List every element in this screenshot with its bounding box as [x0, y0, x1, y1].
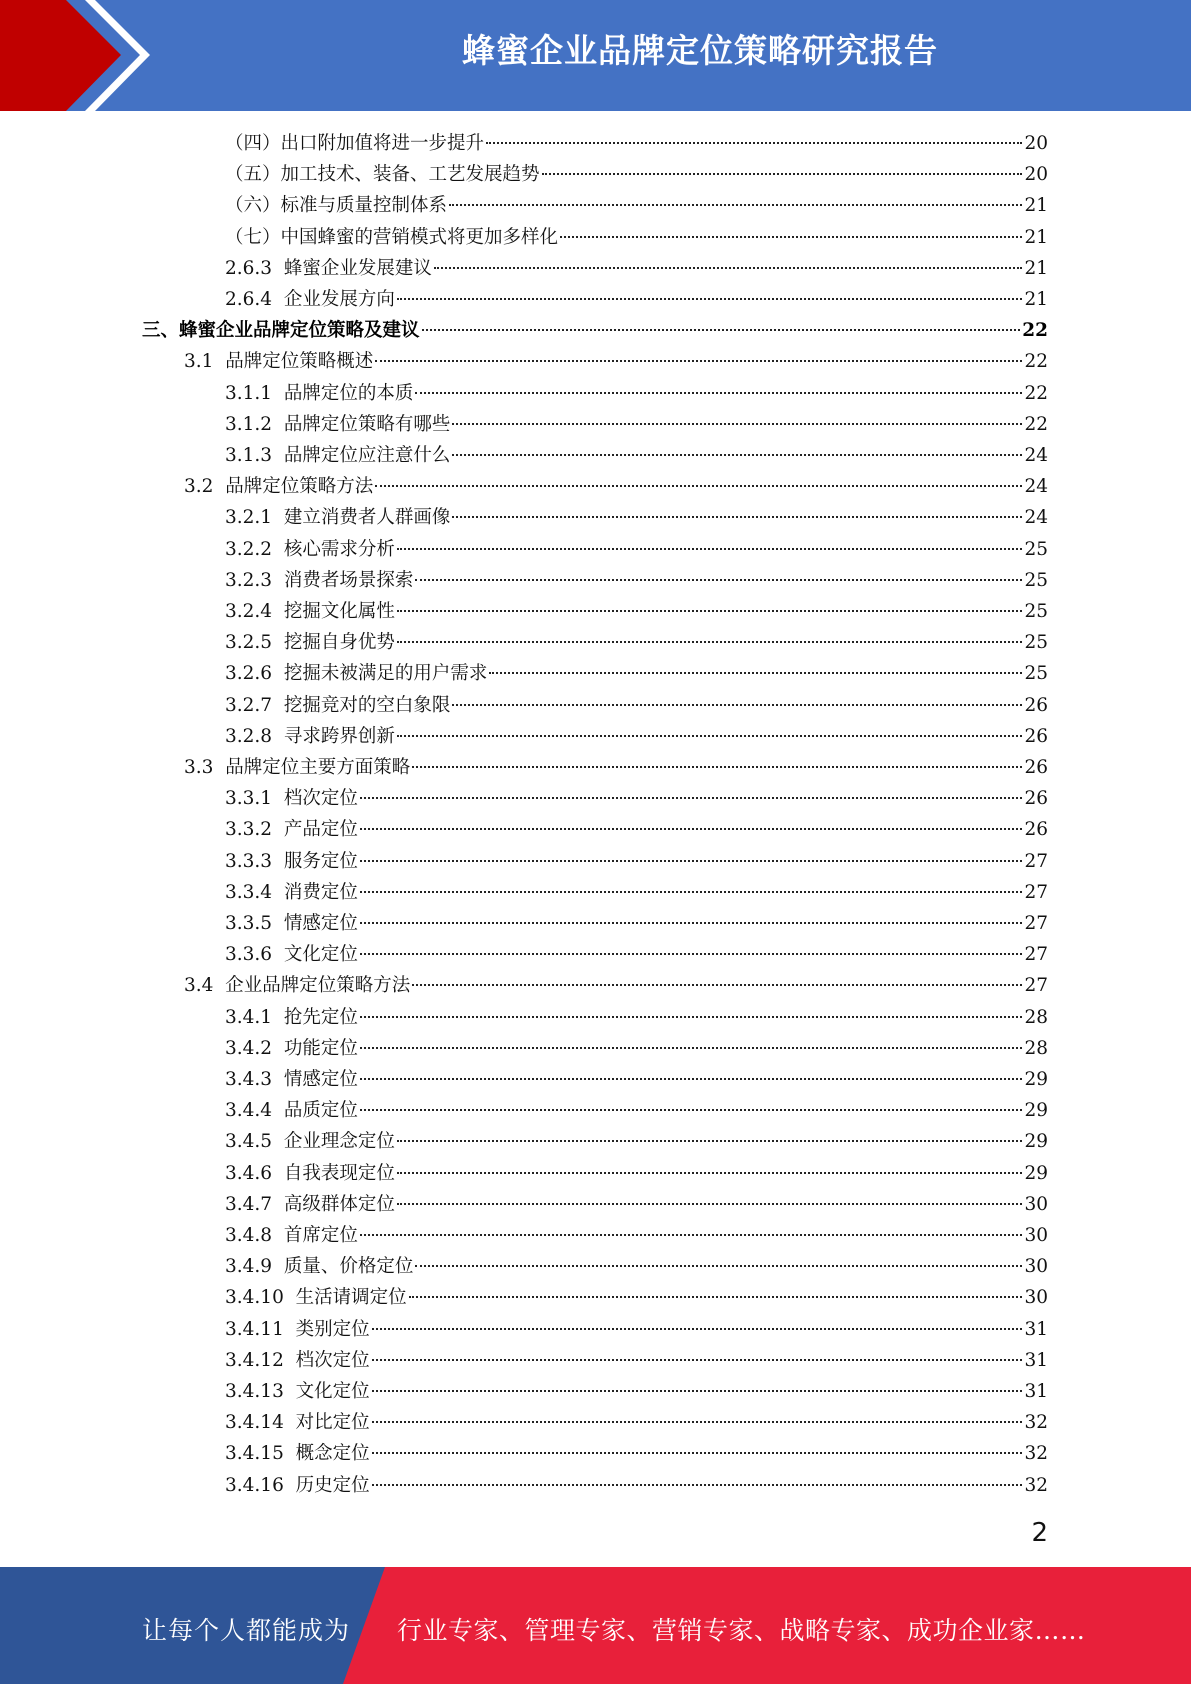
toc-dot-leader — [415, 392, 1022, 394]
toc-entry-number: （六） — [225, 195, 281, 217]
toc-dot-leader — [397, 641, 1023, 643]
toc-entry-page: 32 — [1024, 1474, 1048, 1496]
toc-entry-number: （四） — [225, 133, 281, 154]
toc-entry[interactable] — [225, 378, 1048, 409]
toc-entry[interactable] — [225, 284, 1048, 315]
toc-entry-title: 品牌定位策略有哪些 — [283, 413, 451, 435]
toc-entry[interactable] — [225, 440, 1048, 471]
toc-entry-title: 质量、价格定位 — [283, 1256, 414, 1278]
toc-entry-page: 25 — [1024, 663, 1048, 685]
toc-dot-leader — [486, 142, 1022, 144]
toc-entry[interactable] — [225, 565, 1048, 596]
toc-entry-title: 品牌定位主要方面策略 — [225, 757, 411, 778]
toc-entry[interactable] — [225, 658, 1048, 689]
toc-entry-number: 3.2.8 — [225, 725, 284, 747]
toc-entry-title: 消费者场景探索 — [283, 569, 414, 591]
toc-entry-title: 寻求跨界创新 — [283, 725, 395, 747]
toc-entry-page: 21 — [1024, 289, 1048, 310]
toc-dot-leader — [452, 423, 1022, 425]
toc-entry[interactable] — [225, 596, 1048, 627]
toc-entry[interactable] — [225, 1033, 1048, 1064]
toc-entry-number: 3.4.15 — [225, 1443, 296, 1465]
toc-entry-title: 高级群体定位 — [283, 1193, 395, 1215]
toc-entry-number: 3.3.6 — [225, 944, 284, 966]
toc-dot-leader — [360, 891, 1023, 893]
toc-entry-number: 3.4.10 — [225, 1287, 296, 1309]
toc-entry-page: 26 — [1024, 788, 1048, 810]
toc-dot-leader — [415, 579, 1022, 581]
toc-dot-leader — [372, 1452, 1023, 1454]
toc-entry-number: 3.3.5 — [225, 913, 284, 934]
toc-dot-leader — [452, 704, 1022, 706]
toc-dot-leader — [360, 1047, 1023, 1049]
toc-entry-number: 3.4.16 — [225, 1474, 296, 1496]
toc-entry-number: 3.4.6 — [225, 1162, 284, 1184]
toc-entry[interactable] — [225, 627, 1048, 658]
toc-dot-leader — [397, 735, 1023, 737]
toc-entry[interactable] — [184, 970, 1048, 1001]
toc-dot-leader — [397, 548, 1023, 550]
toc-entry-title: 品牌定位的本质 — [283, 382, 414, 404]
toc-entry-title: 品牌定位应注意什么 — [283, 445, 451, 466]
toc-entry-title: 企业品牌定位策略方法 — [225, 975, 411, 997]
toc-entry-number: 3.2.1 — [225, 507, 284, 529]
toc-entry-number: 3.2.6 — [225, 663, 284, 685]
toc-entry-page: 21 — [1024, 195, 1048, 217]
toc-entry-page: 27 — [1024, 944, 1048, 966]
toc-entry-page: 25 — [1024, 632, 1048, 654]
toc-entry[interactable] — [225, 1282, 1048, 1313]
toc-entry-title: 加工技术、装备、工艺发展趋势 — [280, 164, 540, 186]
toc-entry-title: 档次定位 — [295, 1349, 370, 1371]
toc-entry-page: 21 — [1024, 226, 1048, 248]
toc-dot-leader — [372, 1421, 1023, 1423]
toc-entry-title: 出口附加值将进一步提升 — [280, 133, 485, 154]
toc-dot-leader — [372, 1390, 1023, 1392]
toc-entry-title: 标准与质量控制体系 — [280, 195, 448, 217]
toc-entry-title: 挖掘未被满足的用户需求 — [283, 663, 488, 685]
toc-entry-title: 自我表现定位 — [283, 1162, 395, 1184]
toc-entry-page: 26 — [1024, 757, 1048, 778]
toc-entry-page: 26 — [1024, 694, 1048, 716]
toc-entry-page: 31 — [1024, 1381, 1048, 1402]
toc-entry-page: 22 — [1024, 413, 1048, 435]
toc-dot-leader — [397, 1203, 1023, 1205]
toc-entry-page: 30 — [1024, 1193, 1048, 1215]
toc-entry-title: 挖掘文化属性 — [283, 601, 395, 622]
toc-entry-title: 产品定位 — [283, 819, 358, 841]
toc-dot-leader — [360, 922, 1023, 924]
toc-entry-number: 3.4.7 — [225, 1193, 284, 1215]
toc-entry-number: 3.3 — [184, 757, 226, 778]
toc-dot-leader — [360, 1234, 1023, 1236]
toc-entry-number: 3.4.14 — [225, 1412, 296, 1434]
toc-entry-page: 25 — [1024, 538, 1048, 560]
toc-entry-number: 3.2 — [184, 476, 226, 498]
toc-dot-leader — [360, 1109, 1023, 1111]
toc-dot-leader — [452, 454, 1022, 456]
toc-entry[interactable] — [225, 846, 1048, 877]
toc-entry-title: 中国蜂蜜的营销模式将更加多样化 — [280, 226, 559, 248]
toc-entry[interactable] — [225, 1158, 1048, 1189]
toc-entry[interactable] — [225, 1438, 1048, 1469]
toc-entry-number: 3.1.3 — [225, 445, 284, 466]
toc-entry-title: 历史定位 — [295, 1474, 370, 1496]
toc-dot-leader — [360, 860, 1023, 862]
toc-entry[interactable] — [225, 190, 1048, 221]
toc-entry-page: 26 — [1024, 725, 1048, 747]
toc-entry-number: 3.4 — [184, 975, 226, 997]
toc-entry-number: 3.3.2 — [225, 819, 284, 841]
toc-entry-page: 27 — [1024, 913, 1048, 934]
toc-entry-title: 蜂蜜企业品牌定位策略及建议 — [179, 320, 420, 342]
toc-entry-title: 品质定位 — [283, 1100, 358, 1122]
toc-dot-leader — [360, 828, 1023, 830]
toc-entry-number: 2.6.3 — [225, 257, 284, 279]
toc-entry[interactable] — [225, 409, 1048, 440]
toc-entry-number: 3.4.5 — [225, 1131, 284, 1153]
toc-dot-leader — [409, 1296, 1023, 1298]
toc-entry-title: 企业发展方向 — [283, 289, 395, 310]
toc-entry[interactable] — [184, 346, 1048, 377]
toc-entry-number: 3.2.2 — [225, 538, 284, 560]
toc-entry[interactable] — [225, 1126, 1048, 1157]
toc-entry-page: 22 — [1024, 382, 1048, 404]
toc-dot-leader — [452, 516, 1022, 518]
toc-dot-leader — [489, 672, 1022, 674]
toc-entry-page: 30 — [1024, 1225, 1048, 1246]
toc-entry[interactable] — [184, 752, 1048, 783]
toc-entry-number: 3.4.8 — [225, 1225, 284, 1246]
toc-entry-page: 27 — [1024, 881, 1048, 903]
toc-dot-leader — [372, 1328, 1023, 1330]
toc-entry-number: （七） — [225, 226, 281, 248]
toc-entry-page: 20 — [1024, 164, 1048, 186]
toc-entry-page: 29 — [1024, 1069, 1048, 1090]
toc-entry-page: 25 — [1024, 569, 1048, 591]
toc-dot-leader — [422, 329, 1021, 331]
toc-dot-leader — [560, 236, 1022, 238]
toc-entry[interactable] — [225, 908, 1048, 939]
toc-entry[interactable] — [225, 1407, 1048, 1438]
toc-entry-number: 2.6.4 — [225, 289, 284, 310]
toc-dot-leader — [412, 766, 1022, 768]
toc-dot-leader — [397, 1140, 1023, 1142]
toc-entry-title: 类别定位 — [295, 1318, 370, 1340]
report-title: 蜂蜜企业品牌定位策略研究报告 — [462, 31, 938, 70]
toc-entry[interactable] — [225, 222, 1048, 253]
toc-entry-number: 3.3.4 — [225, 881, 284, 903]
toc-entry-title: 概念定位 — [295, 1443, 370, 1465]
toc-entry[interactable] — [225, 814, 1048, 845]
page-number: 2 — [1031, 1518, 1048, 1548]
toc-entry-title: 文化定位 — [283, 944, 358, 966]
toc-entry-page: 29 — [1024, 1131, 1048, 1153]
toc-dot-leader — [375, 360, 1022, 362]
toc-entry-page: 31 — [1024, 1349, 1048, 1371]
toc-entry-page: 32 — [1024, 1443, 1048, 1465]
toc-entry[interactable] — [225, 690, 1048, 721]
toc-entry[interactable] — [225, 877, 1048, 908]
toc-entry-title: 生活请调定位 — [295, 1287, 407, 1309]
toc-entry[interactable] — [225, 1220, 1048, 1251]
toc-dot-leader — [434, 267, 1023, 269]
toc-dot-leader — [372, 1484, 1023, 1486]
toc-entry[interactable] — [225, 1095, 1048, 1126]
toc-entry-number: 3.3.1 — [225, 788, 284, 810]
toc-entry-title: 情感定位 — [283, 913, 358, 934]
toc-entry-title: 文化定位 — [295, 1381, 370, 1402]
toc-entry-title: 抢先定位 — [283, 1006, 358, 1028]
toc-entry-number: 3.2.3 — [225, 569, 284, 591]
toc-entry[interactable] — [225, 1470, 1048, 1501]
toc-dot-leader — [360, 797, 1023, 799]
toc-entry[interactable] — [225, 783, 1048, 814]
toc-entry-number: 3.4.12 — [225, 1349, 296, 1371]
toc-entry-title: 对比定位 — [295, 1412, 370, 1434]
toc-dot-leader — [360, 953, 1023, 955]
toc-entry-page: 24 — [1024, 476, 1048, 498]
toc-entry-page: 21 — [1024, 257, 1048, 279]
toc-entry[interactable] — [225, 159, 1048, 190]
toc-entry-page: 30 — [1024, 1287, 1048, 1309]
toc-entry-number: 3.1.2 — [225, 413, 284, 435]
page-footer — [0, 1567, 1191, 1684]
toc-entry-title: 消费定位 — [283, 881, 358, 903]
toc-dot-leader — [372, 1359, 1023, 1361]
toc-entry-page: 29 — [1024, 1162, 1048, 1184]
toc-entry[interactable] — [225, 534, 1048, 565]
toc-entry-title: 情感定位 — [283, 1069, 358, 1090]
footer-slogan-right: 行业专家、管理专家、营销专家、战略专家、成功企业家…… — [397, 1616, 1086, 1645]
toc-entry-page: 24 — [1024, 507, 1048, 529]
toc-entry-title: 挖掘自身优势 — [283, 632, 395, 654]
toc-entry-number: 3.4.4 — [225, 1100, 284, 1122]
toc-entry-page: 20 — [1024, 133, 1048, 154]
toc-entry[interactable] — [225, 1189, 1048, 1220]
toc-entry[interactable] — [225, 939, 1048, 970]
toc-entry-title: 首席定位 — [283, 1225, 358, 1246]
toc-dot-leader — [449, 204, 1022, 206]
toc-entry-number: 3.4.9 — [225, 1256, 284, 1278]
toc-dot-leader — [397, 1172, 1023, 1174]
toc-entry-page: 32 — [1024, 1412, 1048, 1434]
toc-entry-number: 3.4.3 — [225, 1069, 284, 1090]
toc-entry-title: 服务定位 — [283, 850, 358, 872]
toc-entry-title: 品牌定位策略概述 — [225, 351, 374, 373]
toc-entry-number: 3.2.5 — [225, 632, 284, 654]
toc-entry-number: 3.2.7 — [225, 694, 284, 716]
toc-entry-page: 22 — [1024, 351, 1048, 373]
toc-dot-leader — [360, 1078, 1023, 1080]
toc-entry-page: 28 — [1024, 1006, 1048, 1028]
toc-entry[interactable] — [225, 1064, 1048, 1095]
toc-entry[interactable] — [225, 502, 1048, 533]
toc-entry-page: 25 — [1024, 601, 1048, 622]
toc-entry-number: （五） — [225, 164, 281, 186]
toc-dot-leader — [360, 1016, 1023, 1018]
toc-entry-title: 档次定位 — [283, 788, 358, 810]
toc-dot-leader — [542, 173, 1023, 175]
toc-entry-title: 挖掘竞对的空白象限 — [283, 694, 451, 716]
toc-entry[interactable] — [184, 471, 1048, 502]
toc-entry-number: 3.4.2 — [225, 1037, 284, 1059]
toc-entry-title: 企业理念定位 — [283, 1131, 395, 1153]
toc-entry-number: 3.1.1 — [225, 382, 284, 404]
toc-entry-number: 3.4.1 — [225, 1006, 284, 1028]
toc-entry-title: 蜂蜜企业发展建议 — [283, 257, 432, 279]
toc-dot-leader — [375, 485, 1022, 487]
toc-entry[interactable] — [225, 1376, 1048, 1407]
toc-entry[interactable] — [225, 253, 1048, 284]
toc-entry-number: 三、 — [142, 320, 180, 342]
toc-dot-leader — [397, 610, 1023, 612]
toc-entry-number: 3.2.4 — [225, 601, 284, 622]
toc-entry-number: 3.4.11 — [225, 1318, 296, 1340]
toc-entry-number: 3.4.13 — [225, 1381, 296, 1402]
toc-entry-title: 建立消费者人群画像 — [283, 507, 451, 529]
toc-entry-page: 31 — [1024, 1318, 1048, 1340]
toc-entry-page: 30 — [1024, 1256, 1048, 1278]
page-header — [0, 0, 1191, 111]
toc-dot-leader — [415, 1265, 1022, 1267]
toc-entry[interactable] — [225, 1345, 1048, 1376]
toc-entry[interactable] — [225, 1314, 1048, 1345]
footer-slogan-left: 让每个人都能成为 — [142, 1616, 351, 1645]
toc-entry-title: 核心需求分析 — [283, 538, 395, 560]
toc-dot-leader — [397, 298, 1023, 300]
toc-entry-title: 功能定位 — [283, 1037, 358, 1059]
toc-entry-page: 22 — [1022, 320, 1048, 342]
toc-entry[interactable] — [225, 128, 1048, 159]
toc-entry[interactable] — [225, 721, 1048, 752]
toc-entry-page: 28 — [1024, 1037, 1048, 1059]
toc-entry-page: 26 — [1024, 819, 1048, 841]
toc-entry[interactable] — [142, 315, 1048, 346]
toc-entry-page: 27 — [1024, 975, 1048, 997]
toc-entry-number: 3.3.3 — [225, 850, 284, 872]
toc-entry-page: 27 — [1024, 850, 1048, 872]
toc-entry-number: 3.1 — [184, 351, 226, 373]
toc-entry-page: 24 — [1024, 445, 1048, 466]
toc-entry[interactable] — [225, 1251, 1048, 1282]
toc-entry[interactable] — [225, 1002, 1048, 1033]
toc-entry-page: 29 — [1024, 1100, 1048, 1122]
toc-dot-leader — [412, 984, 1022, 986]
toc-entry-title: 品牌定位策略方法 — [225, 476, 374, 498]
